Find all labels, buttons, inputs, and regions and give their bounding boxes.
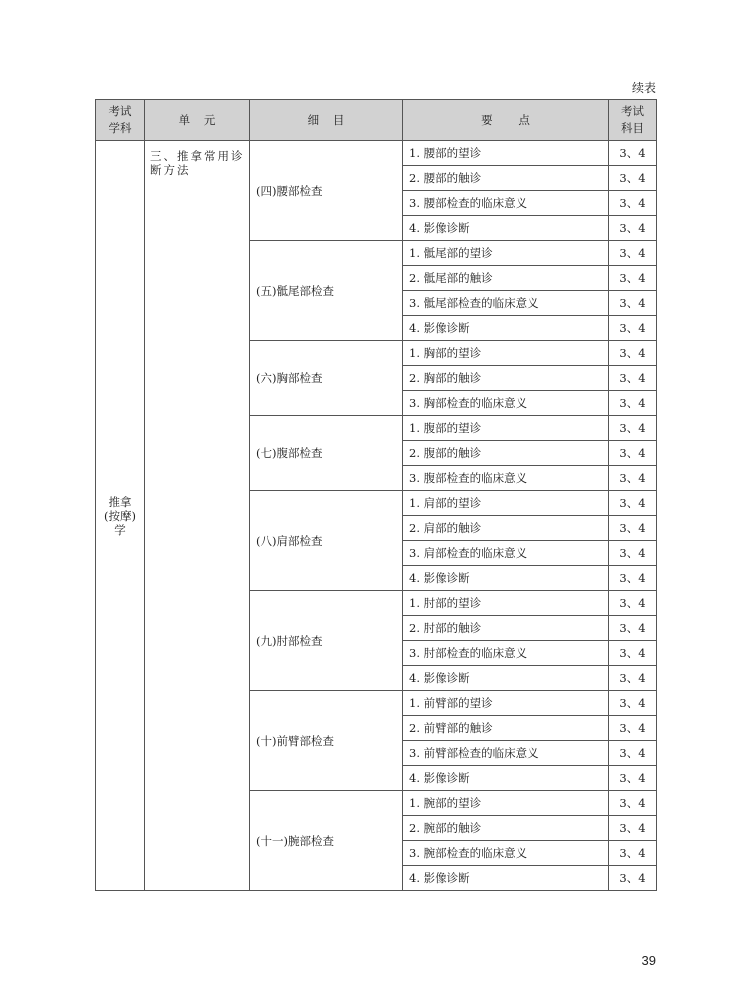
exam-level-cell: 3、4	[609, 791, 657, 816]
key-point-cell: 4. 影像诊断	[403, 766, 609, 791]
key-point-cell: 2. 骶尾部的触诊	[403, 266, 609, 291]
exam-level-cell: 3、4	[609, 266, 657, 291]
exam-level-cell: 3、4	[609, 166, 657, 191]
syllabus-table	[95, 99, 657, 891]
table-header-row	[96, 100, 657, 141]
exam-level-cell: 3、4	[609, 591, 657, 616]
exam-level-cell: 3、4	[609, 141, 657, 166]
header-points: 要 点	[403, 100, 609, 141]
detail-item-cell: (十)前臂部检查	[250, 691, 403, 791]
key-point-cell: 1. 腹部的望诊	[403, 416, 609, 441]
exam-level-cell: 3、4	[609, 316, 657, 341]
exam-level-cell: 3、4	[609, 566, 657, 591]
key-point-cell: 4. 影像诊断	[403, 666, 609, 691]
header-detail: 细 目	[250, 100, 403, 141]
key-point-cell: 3. 腕部检查的临床意义	[403, 841, 609, 866]
exam-level-cell: 3、4	[609, 241, 657, 266]
key-point-cell: 1. 肩部的望诊	[403, 491, 609, 516]
exam-level-cell: 3、4	[609, 541, 657, 566]
header-unit: 单 元	[145, 100, 250, 141]
exam-level-cell: 3、4	[609, 766, 657, 791]
detail-item-cell: (四)腰部检查	[250, 141, 403, 241]
exam-level-cell: 3、4	[609, 816, 657, 841]
header-subject: 考试学科	[96, 100, 145, 141]
key-point-cell: 2. 肘部的触诊	[403, 616, 609, 641]
key-point-cell: 4. 影像诊断	[403, 866, 609, 891]
key-point-cell: 4. 影像诊断	[403, 316, 609, 341]
detail-item-cell: (十一)腕部检查	[250, 791, 403, 891]
key-point-cell: 1. 胸部的望诊	[403, 341, 609, 366]
key-point-cell: 2. 腹部的触诊	[403, 441, 609, 466]
key-point-cell: 1. 肘部的望诊	[403, 591, 609, 616]
key-point-cell: 1. 前臂部的望诊	[403, 691, 609, 716]
key-point-cell: 1. 骶尾部的望诊	[403, 241, 609, 266]
exam-level-cell: 3、4	[609, 216, 657, 241]
exam-level-cell: 3、4	[609, 491, 657, 516]
exam-level-cell: 3、4	[609, 841, 657, 866]
key-point-cell: 3. 腹部检查的临床意义	[403, 466, 609, 491]
key-point-cell: 1. 腕部的望诊	[403, 791, 609, 816]
exam-level-cell: 3、4	[609, 616, 657, 641]
key-point-cell: 3. 腰部检查的临床意义	[403, 191, 609, 216]
key-point-cell: 2. 胸部的触诊	[403, 366, 609, 391]
key-point-cell: 3. 骶尾部检查的临床意义	[403, 291, 609, 316]
exam-level-cell: 3、4	[609, 191, 657, 216]
exam-level-cell: 3、4	[609, 291, 657, 316]
table-body	[96, 141, 657, 891]
key-point-cell: 3. 前臂部检查的临床意义	[403, 741, 609, 766]
exam-level-cell: 3、4	[609, 866, 657, 891]
key-point-cell: 4. 影像诊断	[403, 216, 609, 241]
table-row	[96, 141, 657, 166]
subject-cell: 推拿(按摩)学	[96, 141, 145, 891]
exam-level-cell: 3、4	[609, 391, 657, 416]
detail-item-cell: (六)胸部检查	[250, 341, 403, 416]
detail-item-cell: (八)肩部检查	[250, 491, 403, 591]
exam-level-cell: 3、4	[609, 741, 657, 766]
key-point-cell: 3. 胸部检查的临床意义	[403, 391, 609, 416]
exam-level-cell: 3、4	[609, 666, 657, 691]
exam-level-cell: 3、4	[609, 416, 657, 441]
continued-label: 续表	[631, 81, 656, 95]
detail-item-cell: (九)肘部检查	[250, 591, 403, 691]
exam-level-cell: 3、4	[609, 341, 657, 366]
unit-cell: 三、推拿常用诊断方法	[145, 141, 250, 891]
exam-level-cell: 3、4	[609, 716, 657, 741]
page-number: 39	[641, 953, 656, 968]
exam-level-cell: 3、4	[609, 441, 657, 466]
key-point-cell: 3. 肩部检查的临床意义	[403, 541, 609, 566]
key-point-cell: 1. 腰部的望诊	[403, 141, 609, 166]
key-point-cell: 3. 肘部检查的临床意义	[403, 641, 609, 666]
key-point-cell: 2. 肩部的触诊	[403, 516, 609, 541]
exam-level-cell: 3、4	[609, 366, 657, 391]
key-point-cell: 2. 腕部的触诊	[403, 816, 609, 841]
exam-level-cell: 3、4	[609, 516, 657, 541]
exam-level-cell: 3、4	[609, 641, 657, 666]
detail-item-cell: (七)腹部检查	[250, 416, 403, 491]
header-level: 考试科目	[609, 100, 657, 141]
key-point-cell: 2. 腰部的触诊	[403, 166, 609, 191]
key-point-cell: 4. 影像诊断	[403, 566, 609, 591]
detail-item-cell: (五)骶尾部检查	[250, 241, 403, 341]
exam-level-cell: 3、4	[609, 691, 657, 716]
exam-level-cell: 3、4	[609, 466, 657, 491]
key-point-cell: 2. 前臂部的触诊	[403, 716, 609, 741]
